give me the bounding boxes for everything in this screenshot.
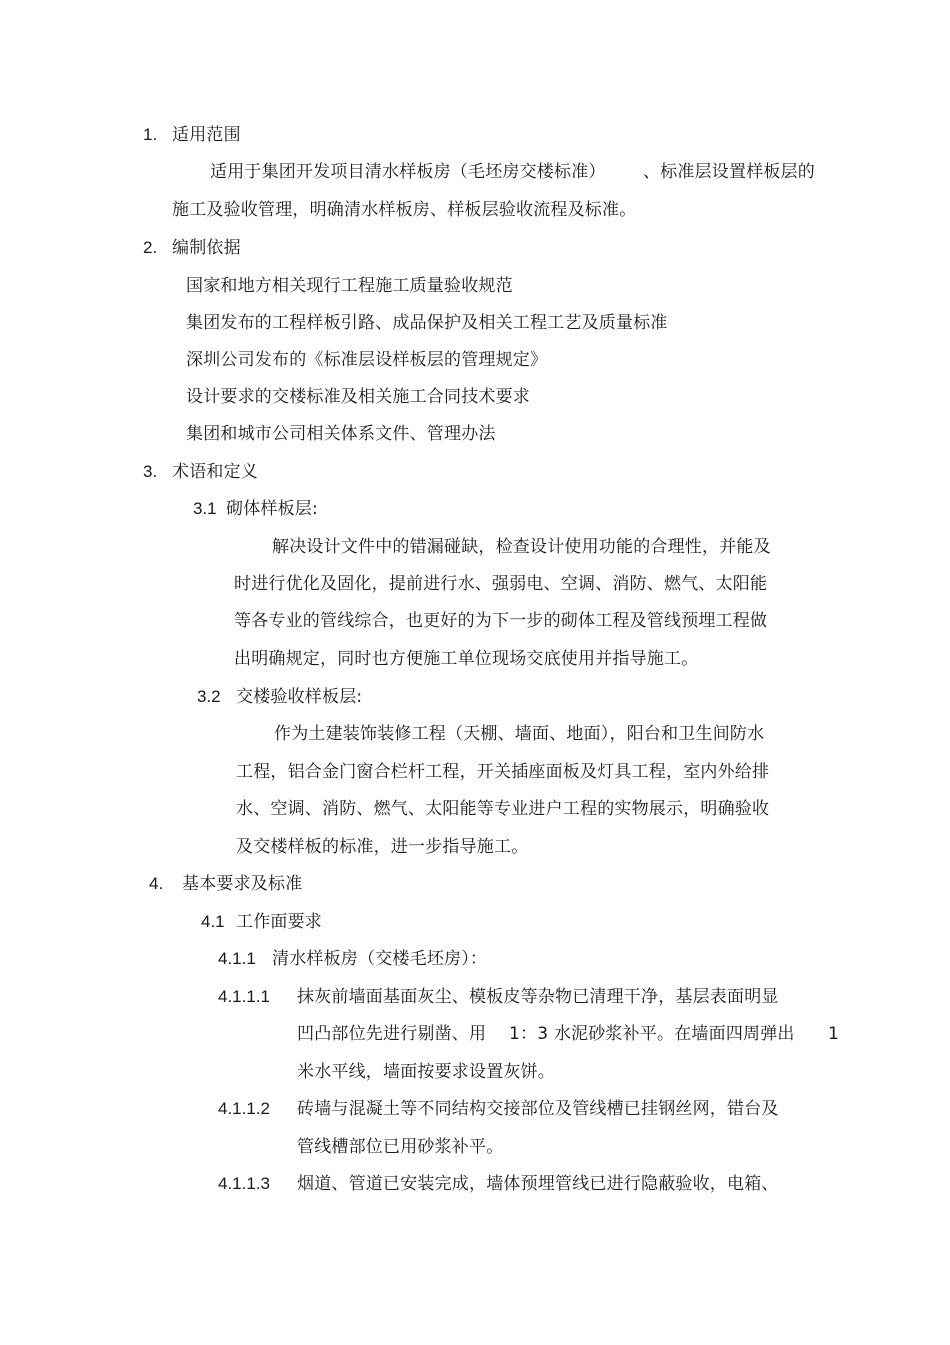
item-4-1-1-2-number: 4.1.1.2 bbox=[218, 1099, 270, 1118]
section-3-2-body-line-3: 水、空调、消防、燃气、太阳能等专业进户工程的实物展示，明确验收 bbox=[236, 799, 770, 819]
section-3-2-body-line-2: 工程，铝合金门窗合栏杆工程，开关插座面板及灯具工程，室内外给排 bbox=[236, 762, 770, 782]
section-1-body-line-1a: 适用于集团开发项目清水样板房（毛坯房交楼标准） bbox=[210, 162, 606, 182]
section-3-1-body-line-1: 解决设计文件中的错漏碰缺，检查设计使用功能的合理性，并能及 bbox=[272, 537, 771, 557]
section-2-item-3: 深圳公司发布的《标准层设样板层的管理规定》 bbox=[186, 350, 548, 370]
item-4-1-1-1-line-2b: 1：3 水泥砂浆补平。在墙面四周弹出 bbox=[509, 1024, 795, 1044]
section-4-1-1-number: 4.1.1 bbox=[218, 949, 256, 968]
section-3-1-body-line-2: 时进行优化及固化，提前进行水、强弱电、空调、消防、燃气、太阳能 bbox=[234, 574, 768, 594]
section-3-number: 3. bbox=[143, 462, 158, 481]
item-4-1-1-1-line-3: 米水平线，墙面按要求设置灰饼。 bbox=[297, 1062, 555, 1082]
section-3-title: 术语和定义 bbox=[172, 462, 258, 482]
item-4-1-1-1-line-2c: 1 bbox=[828, 1024, 840, 1044]
section-3-1-number: 3.1 bbox=[193, 499, 217, 518]
section-2-item-1: 国家和地方相关现行工程施工质量验收规范 bbox=[186, 276, 513, 296]
section-2-number: 2. bbox=[143, 238, 158, 257]
section-3-2-title: 交楼验收样板层: bbox=[236, 687, 363, 707]
section-1-body-line-1b: 、标准层设置样板层的 bbox=[643, 162, 815, 182]
section-4-title: 基本要求及标准 bbox=[182, 874, 303, 894]
section-4-1-number: 4.1 bbox=[201, 912, 225, 931]
section-3-2-body-line-1: 作为土建装饰装修工程（天棚、墙面、地面），阳台和卫生间防水 bbox=[274, 724, 765, 744]
section-2-item-4: 设计要求的交楼标准及相关施工合同技术要求 bbox=[186, 387, 530, 407]
item-4-1-1-3-number: 4.1.1.3 bbox=[218, 1174, 270, 1193]
item-4-1-1-1-line-2a: 凹凸部位先进行剔凿、用 bbox=[297, 1024, 487, 1044]
section-3-2-body-line-4: 及交楼样板的标准，进一步指导施工。 bbox=[236, 837, 529, 857]
section-1-body-line-2: 施工及验收管理，明确清水样板房、样板层验收流程及标准。 bbox=[172, 200, 637, 220]
section-3-1-body-line-4: 出明确规定，同时也方便施工单位现场交底使用并指导施工。 bbox=[234, 649, 699, 669]
section-2-item-5: 集团和城市公司相关体系文件、管理办法 bbox=[186, 424, 496, 444]
section-3-1-title: 砌体样板层: bbox=[226, 499, 318, 519]
section-3-2-number: 3.2 bbox=[197, 687, 221, 706]
item-4-1-1-1-line-1: 抹灰前墙面基面灰尘、模板皮等杂物已清理干净，基层表面明显 bbox=[297, 987, 779, 1007]
item-4-1-1-2-line-2: 管线槽部位已用砂浆补平。 bbox=[297, 1137, 504, 1157]
item-4-1-1-3-line-1: 烟道、管道已安装完成，墙体预埋管线已进行隐蔽验收，电箱、 bbox=[297, 1174, 779, 1194]
section-2-title: 编制依据 bbox=[172, 238, 241, 258]
item-4-1-1-1-number: 4.1.1.1 bbox=[218, 987, 270, 1006]
section-1-title: 适用范围 bbox=[172, 125, 241, 145]
item-4-1-1-2-line-1: 砖墙与混凝土等不同结构交接部位及管线槽已挂钢丝网，错台及 bbox=[297, 1099, 779, 1119]
section-4-1-1-title: 清水样板房（交楼毛坯房）： bbox=[272, 949, 488, 969]
section-1-number: 1. bbox=[143, 125, 158, 144]
section-4-number: 4. bbox=[149, 874, 164, 893]
section-3-1-body-line-3: 等各专业的管线综合，也更好的为下一步的砌体工程及管线预埋工程做 bbox=[234, 611, 768, 631]
section-4-1-title: 工作面要求 bbox=[236, 912, 322, 932]
section-2-item-2: 集团发布的工程样板引路、成品保护及相关工程工艺及质量标准 bbox=[186, 313, 668, 333]
